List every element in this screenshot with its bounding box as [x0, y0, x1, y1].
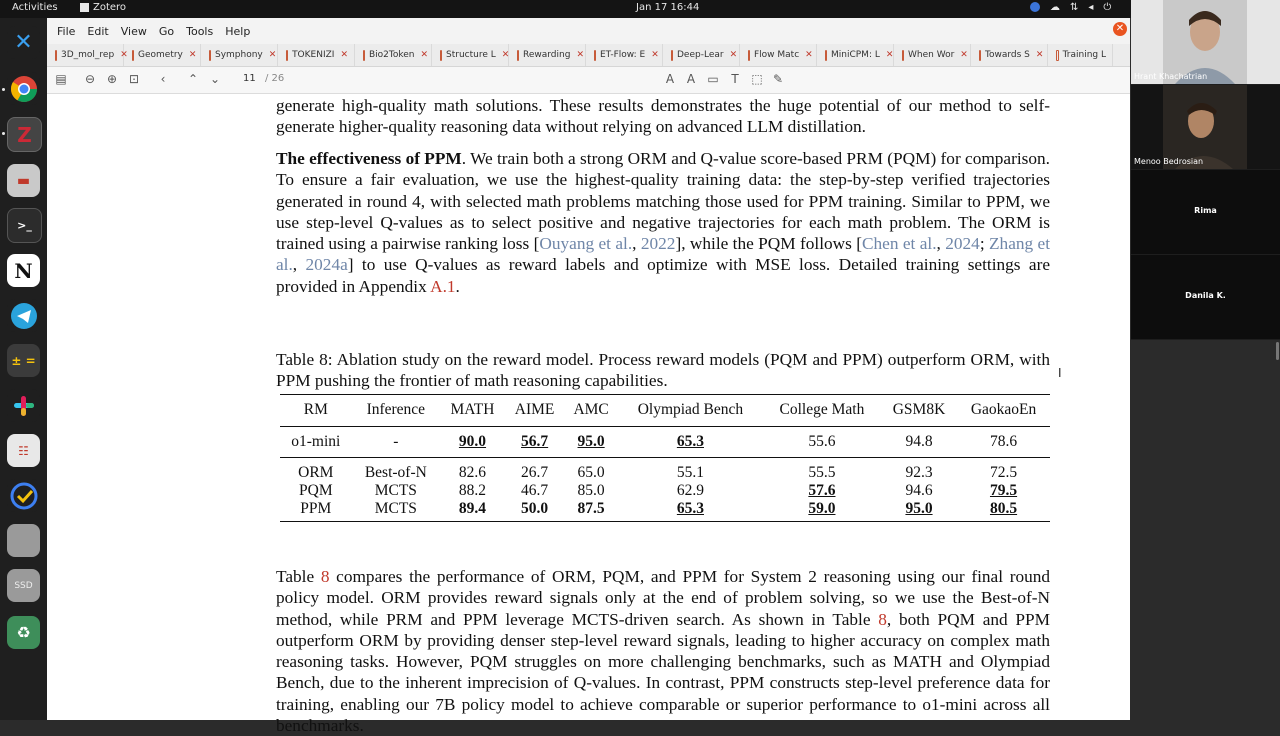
citation-link[interactable]: Ouyang et al. — [539, 234, 633, 254]
citation-link[interactable]: 2024a — [305, 255, 348, 275]
notion-icon[interactable]: N — [7, 254, 40, 287]
pdf-icon — [55, 50, 57, 61]
table-row: PPM MCTS 89.4 50.0 87.5 65.3 59.0 95.0 80.5 — [280, 500, 1050, 522]
network-icon[interactable]: ⇅ — [1070, 2, 1079, 13]
close-tab-icon[interactable]: ✕ — [120, 50, 128, 60]
tab-item[interactable]: TOKENIZI ✕ — [278, 44, 355, 66]
meet-indicator-icon[interactable] — [1030, 2, 1040, 12]
table-caption: Table 8: Ablation study on the reward model. Process reward models (PQM and PPM) outperform ORM, with PPM pushing the frontier of math reasoning capabilities. — [276, 350, 1050, 391]
appendix-link[interactable]: A.1 — [430, 276, 456, 296]
menu-view[interactable]: View — [120, 24, 147, 38]
zotero-window — [47, 18, 1130, 736]
table-row: ORM Best-of-N 82.6 26.7 65.0 55.1 55.5 92.3 72.5 — [298, 464, 1018, 482]
slack-icon[interactable] — [7, 389, 40, 422]
tab-bar — [47, 44, 1130, 67]
underline-icon[interactable]: A — [686, 72, 696, 86]
table-header-row: RM Inference MATH AIME AMC Olympiad Bench College Math GSM8K GaokaoEn — [280, 395, 1050, 427]
citation-link[interactable]: 2024 — [945, 234, 980, 254]
paragraph-1: generate high-quality math solutions. These results demonstrates the huge potential of our method to self-generate higher-quality reasoning data without relying on advanced LLM distillation. — [276, 96, 1050, 137]
sidebar-toggle-icon[interactable]: ▤ — [55, 72, 67, 86]
close-tab-icon[interactable]: ✕ — [188, 50, 197, 60]
activities-button[interactable]: Activities — [12, 2, 58, 13]
page-total: / 26 — [265, 73, 285, 84]
todo-icon[interactable] — [7, 479, 40, 512]
draw-icon[interactable]: ✎ — [772, 72, 784, 86]
power-icon[interactable]: ⏻ — [1103, 2, 1112, 13]
close-tab-icon[interactable]: ✕ — [1035, 50, 1044, 60]
files-icon[interactable]: ▬ — [7, 164, 40, 197]
cloud-icon[interactable]: ☁ — [1050, 2, 1060, 13]
participant-tile[interactable]: Rima — [1131, 170, 1280, 254]
pdf-icon — [594, 50, 596, 61]
tab-item[interactable]: MiniCPM: L ✕ — [817, 44, 894, 66]
zotero-small-icon — [80, 3, 89, 12]
telegram-icon[interactable] — [7, 299, 40, 332]
pdf-icon — [440, 50, 442, 61]
zoom-out-icon[interactable]: ⊖ — [84, 72, 96, 86]
fit-width-icon[interactable]: ⊡ — [128, 72, 140, 86]
close-tab-icon[interactable]: ✕ — [960, 50, 968, 60]
paragraph-heading: The effectiveness of PPM — [276, 149, 462, 168]
dock — [0, 18, 47, 720]
pdf-icon — [979, 50, 981, 61]
menu-go[interactable]: Go — [158, 24, 175, 38]
close-tab-icon[interactable]: ✕ — [340, 50, 348, 60]
chrome-icon[interactable] — [7, 72, 40, 105]
pdf-viewer[interactable] — [47, 94, 1130, 736]
pdf-icon — [363, 50, 365, 61]
participant-tile[interactable]: Hrant Khachatrian — [1131, 0, 1280, 84]
citation-link[interactable]: Chen et al. — [862, 234, 937, 254]
close-tab-icon[interactable]: ✕ — [501, 50, 510, 60]
scrollbar-thumb[interactable] — [1276, 342, 1279, 360]
system-tray[interactable] — [1030, 2, 1111, 13]
trash-icon[interactable]: ♻ — [7, 616, 40, 649]
ssd-icon[interactable]: SSD — [7, 569, 40, 602]
menu-help[interactable]: Help — [225, 24, 251, 38]
table-row: o1-mini - 90.0 56.7 95.0 65.3 55.6 94.8 78.6 — [280, 427, 1050, 458]
volume-icon[interactable]: ◂ — [1088, 2, 1094, 13]
citation-link[interactable]: 2022 — [640, 234, 676, 254]
tab-item[interactable]: Deep-Lear ✕ — [663, 44, 740, 66]
menu-edit[interactable]: Edit — [87, 24, 109, 38]
note-icon[interactable]: ▭ — [707, 72, 719, 86]
pdf-icon — [286, 50, 288, 61]
close-tab-icon[interactable]: ✕ — [576, 50, 584, 60]
citation-link[interactable]: Zhang et al. — [276, 234, 1051, 275]
close-tab-icon[interactable]: ✕ — [885, 50, 894, 60]
tab-item[interactable]: ET-Flow: E ✕ — [586, 44, 663, 66]
document-viewer-icon[interactable]: ☷ — [7, 434, 40, 467]
pdf-icon — [209, 50, 211, 61]
close-tab-icon[interactable]: ✕ — [420, 50, 429, 60]
participant-tile[interactable]: Danila K. — [1131, 255, 1280, 339]
text-icon[interactable]: T — [731, 72, 739, 86]
tab-item[interactable]: Symphony ✕ — [201, 44, 278, 66]
drive-icon[interactable] — [7, 524, 40, 557]
paragraph-comparison: Table 8 compares the performance of ORM, PQM, and PPM for System 2 reasoning using our final round policy model. ORM provides reward signals only at the end of problem solving, so we use the Best-of-N method, while PRM and PPM leverage MCTS-driven search. As shown in Table 8, both PQM and PPM outperform ORM by providing denser step-level reward signals, leading to higher accuracy on complex math reasoning tasks. However, PQM struggles on more challenging benchmarks, such as MATH and Olympiad Bench, due to the inherent imprecision of Q-values. In contrast, PPM constructs step-level preference data for training, enabling our 7B policy model to achieve comparable or superior performance to o1-mini across all benchmarks. — [276, 567, 1051, 736]
clock[interactable]: Jan 17 16:44 — [636, 2, 700, 13]
tab-item[interactable]: Training L — [1048, 44, 1113, 66]
area-select-icon[interactable]: ⬚ — [751, 72, 763, 86]
text-cursor-icon: I — [1058, 366, 1062, 380]
window-close-button[interactable]: ✕ — [1113, 22, 1127, 36]
back-icon[interactable]: ‹ — [160, 72, 166, 86]
previous-page-icon[interactable]: ⌃ — [187, 72, 199, 86]
tab-item[interactable]: Geometry ✕ — [124, 44, 201, 66]
table-link[interactable]: 8 — [878, 609, 887, 629]
pdf-icon — [517, 50, 519, 61]
close-tab-icon[interactable]: ✕ — [268, 50, 277, 60]
terminal-icon[interactable]: >_ — [7, 208, 42, 243]
paragraph-ppm: The effectiveness of PPM. We train both a strong ORM and Q-value score-based PRM (PQM) for comparison. To ensure a fair evaluation, we use the highest-quality training data: the step-by-step verified trajectories generated in round 4, with selected math problems matching those used for PPM training. Similar to PPM, we use step-level Q-values as to select positive and negative trajectories for each math problem. The ORM is trained using a pairwise ranking loss [Ouyang et al., 2022], while the PQM follows [Chen et al., 2024; Zhang et al., 2024a] to use Q-values as reward labels and optimize with MSE loss. Detailed training settings are provided in Appendix A.1. — [276, 149, 1051, 296]
tab-item[interactable]: Structure L ✕ — [432, 44, 509, 66]
tab-item[interactable]: Bio2Token ✕ — [355, 44, 432, 66]
participant-tile[interactable]: Menoo Bedrosian — [1131, 85, 1280, 169]
pdf-icon — [825, 50, 827, 61]
tab-item[interactable]: Towards S ✕ — [971, 44, 1048, 66]
pdf-icon — [902, 50, 904, 61]
table-link[interactable]: 8 — [320, 567, 330, 586]
next-page-icon[interactable]: ⌄ — [209, 72, 221, 86]
system-top-bar — [0, 0, 1280, 18]
video-call-panel — [1131, 0, 1280, 340]
tab-item[interactable]: Rewarding ✕ — [509, 44, 586, 66]
table-row: PQM MCTS 88.2 46.7 85.0 62.9 57.6 94.6 79.5 — [299, 482, 1018, 500]
zoom-in-icon[interactable]: ⊕ — [106, 72, 118, 86]
tab-item[interactable]: 3D_mol_rep ✕ — [47, 44, 124, 66]
app-menu[interactable]: Zotero — [80, 2, 126, 13]
calculator-icon[interactable]: ± = — [7, 344, 40, 377]
pdf-icon — [671, 50, 673, 61]
close-tab-icon[interactable]: ✕ — [805, 50, 813, 60]
menu-file[interactable]: File — [57, 24, 76, 38]
close-tab-icon[interactable]: ✕ — [729, 50, 738, 60]
page-number-input[interactable]: 11 — [243, 73, 256, 84]
zotero-icon[interactable]: Z — [7, 117, 42, 152]
tab-item[interactable]: Flow Matc ✕ — [740, 44, 817, 66]
tab-item[interactable]: When Wor ✕ — [894, 44, 971, 66]
reader-toolbar — [47, 67, 1130, 94]
menu-bar — [47, 18, 1130, 44]
menu-tools[interactable]: Tools — [186, 24, 214, 38]
pdf-icon — [132, 50, 134, 61]
highlight-icon[interactable]: A — [665, 72, 675, 86]
close-tab-icon[interactable]: ✕ — [651, 50, 659, 60]
results-table — [280, 394, 1050, 522]
pdf-icon — [1056, 50, 1059, 61]
vscode-icon[interactable]: ✕ — [7, 26, 40, 59]
pdf-icon — [748, 50, 750, 61]
